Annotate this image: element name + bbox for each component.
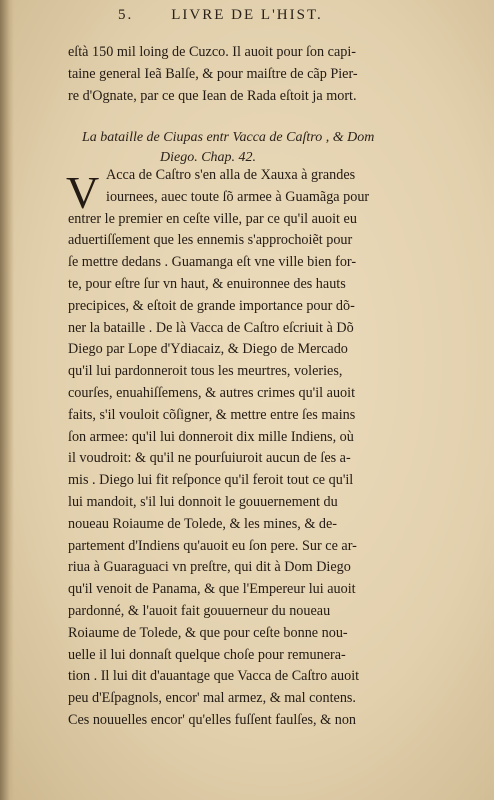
text-line: courſes, enuahiſſemens, & autres crimes qu'il auoit [68, 384, 356, 401]
text-line: il voudroit: & qu'il ne pourſuiuroit aucun de ſes a- [68, 450, 351, 467]
text-line: ſon armee: qu'il lui donneroit dix mille Indiens, où [68, 428, 354, 445]
top-paragraph [68, 42, 458, 107]
text-line: noueau Roiaume de Tolede, & les mines, & de- [68, 515, 338, 532]
text-line: mis . Diego lui fit reſponce qu'il feroit tout ce qu'il [68, 472, 354, 489]
text-line: peu d'Eſpagnols, encor' mal armez, & mal contens. [68, 690, 356, 707]
chapter-heading-line-1: La bataille de Ciupas entr Vacca de Caſtro , & Dom [82, 130, 375, 145]
text-line: te, pour eſtre ſur vn haut, & enuironnee des hauts [68, 275, 346, 292]
text-line: entrer le premier en ceſte ville, par ce qu'il auoit eu [68, 210, 357, 227]
text-line: lui mandoit, s'il lui donnoit le gouuernement du [68, 493, 338, 510]
text-line: riua à Guaraguaci vn preſtre, qui dit à Dom Diego [68, 559, 351, 576]
text-line: iournees, auec toute ſõ armee à Guamãga pour [106, 188, 370, 205]
text-line: tion . Il lui dit d'auantage que Vacca de Caſtro auoit [68, 668, 360, 685]
text-line: re d'Ognate, par ce que Iean de Rada eſtoit ja mort. [68, 87, 357, 104]
running-head [0, 7, 494, 24]
folio-number: 5. [118, 7, 134, 23]
text-line: uelle il lui donnaſt quelque choſe pour remunera- [68, 646, 346, 663]
drop-cap: V [66, 167, 100, 218]
text-line: qu'il venoit de Panama, & que l'Empereur lui auoit [68, 581, 356, 598]
text-line: Diego par Lope d'Ydiacaiz, & Diego de Mercado [68, 341, 348, 358]
text-line: Ces nouuelles encor' qu'elles fuſſent faulſes, & non [68, 711, 357, 728]
text-line: eſtà 150 mil loing de Cuzco. Il auoit pour ſon capi- [68, 44, 357, 60]
text-line: ner la bataille . De là Vacca de Caſtro eſcriuit à Dõ [68, 319, 354, 336]
text-line: taine general Ieã Balſe, & pour maiſtre de cãp Pier- [68, 65, 358, 82]
chapter-heading [82, 128, 442, 168]
text-line: qu'il lui pardonneroit tous les meurtres, voleries, [68, 363, 343, 380]
text-line: precipices, & eſtoit de grande importance pour dõ- [68, 297, 355, 314]
text-line: Acca de Caſtro s'en alla de Xauxa à grandes [106, 167, 356, 183]
text-line: aduertiſſement que les ennemis s'approchoiẽt pour [68, 232, 353, 249]
text-line: Roiaume de Tolede, & que pour ceſte bonne nou- [68, 624, 348, 641]
text-line: pardonné, & l'auoit fait gouuerneur du noueau [68, 602, 331, 619]
running-head-title: LIVRE DE L'HIST. [171, 7, 323, 23]
text-line: faits, s'il vouloit cõſigner, & mettre entre ſes mains [68, 406, 356, 423]
chapter-body [68, 165, 458, 732]
chapter-heading-line-2: Diego. Chap. 42. [160, 150, 257, 165]
page-gutter-shadow [0, 0, 14, 800]
text-line: partement d'Indiens qu'auoit eu ſon pere. Sur ce ar- [68, 537, 357, 554]
text-line: ſe mettre dedans . Guamanga eſt vne ville bien for- [68, 254, 357, 271]
